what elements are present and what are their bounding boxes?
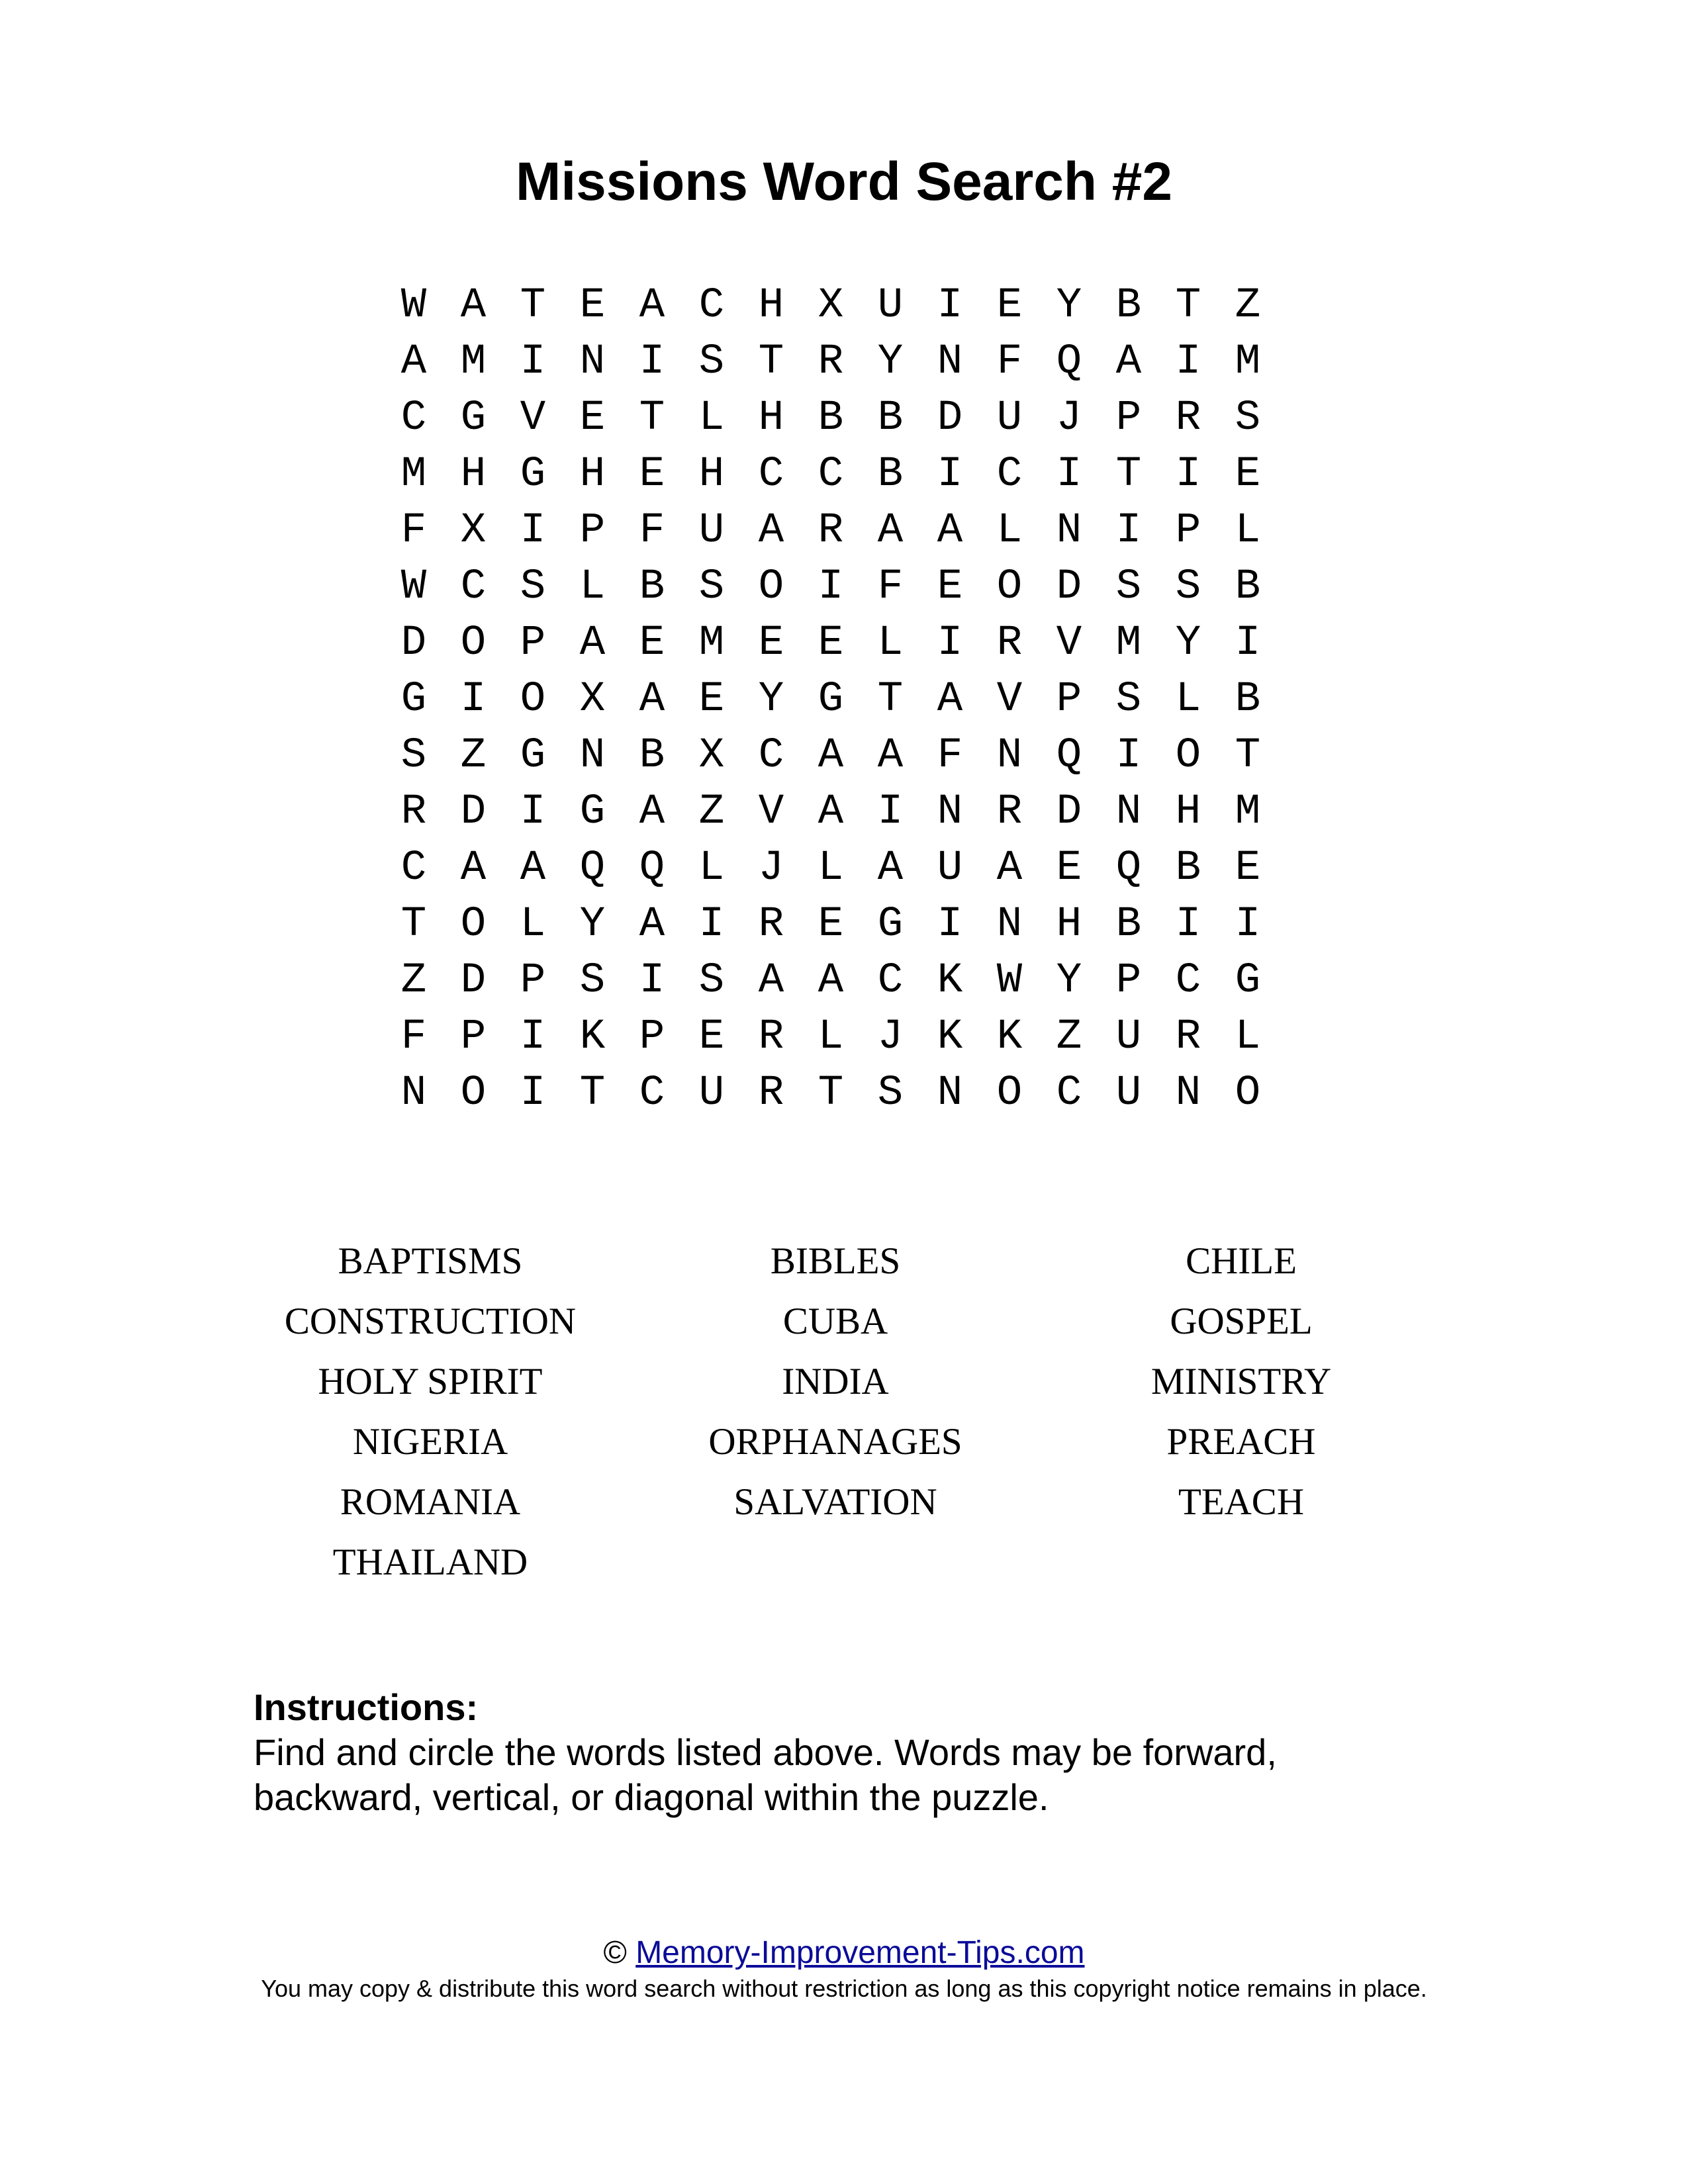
grid-cell: Q bbox=[1115, 844, 1142, 892]
grid-cell: O bbox=[996, 563, 1023, 611]
grid-cell: J bbox=[1056, 394, 1082, 442]
grid-cell: E bbox=[579, 282, 606, 330]
instructions bbox=[254, 1685, 1445, 1820]
grid-cell: U bbox=[1115, 1013, 1142, 1061]
grid-cell: R bbox=[818, 507, 844, 555]
grid-cell: U bbox=[1115, 1069, 1142, 1117]
grid-row bbox=[384, 503, 1297, 559]
grid-cell: R bbox=[996, 619, 1023, 667]
grid-cell: E bbox=[818, 901, 844, 948]
grid-cell: A bbox=[460, 844, 487, 892]
word-list-item: BAPTISMS bbox=[338, 1240, 523, 1282]
word-list-item: CONSTRUCTION bbox=[284, 1300, 577, 1342]
grid-cell: G bbox=[400, 676, 427, 723]
grid-cell: M bbox=[698, 619, 725, 667]
grid-cell: C bbox=[1056, 1069, 1082, 1117]
grid-cell: B bbox=[1115, 901, 1142, 948]
grid-cell: A bbox=[996, 844, 1023, 892]
grid-cell: F bbox=[400, 1013, 427, 1061]
grid-cell: I bbox=[1115, 507, 1142, 555]
grid-cell: S bbox=[1235, 394, 1261, 442]
grid-row bbox=[384, 447, 1297, 503]
grid-cell: T bbox=[520, 282, 546, 330]
grid-cell: P bbox=[639, 1013, 665, 1061]
grid-cell: Z bbox=[400, 957, 427, 1005]
grid-cell: A bbox=[520, 844, 546, 892]
grid-cell: G bbox=[520, 732, 546, 780]
word-list-item: GOSPEL bbox=[1170, 1300, 1313, 1342]
grid-cell: N bbox=[400, 1069, 427, 1117]
grid-cell: I bbox=[937, 901, 963, 948]
grid-cell: I bbox=[520, 1069, 546, 1117]
grid-cell: F bbox=[937, 732, 963, 780]
grid-cell: I bbox=[937, 451, 963, 498]
grid-cell: M bbox=[400, 451, 427, 498]
grid-cell: H bbox=[1175, 788, 1201, 836]
grid-cell: E bbox=[1235, 451, 1261, 498]
grid-cell: L bbox=[877, 619, 904, 667]
grid-cell: I bbox=[1115, 732, 1142, 780]
footer bbox=[0, 1933, 1688, 2004]
grid-cell: S bbox=[698, 563, 725, 611]
grid-cell: I bbox=[937, 619, 963, 667]
grid-cell: G bbox=[877, 901, 904, 948]
grid-cell: I bbox=[877, 788, 904, 836]
grid-cell: D bbox=[460, 957, 487, 1005]
word-list-item: PREACH bbox=[1166, 1421, 1316, 1463]
grid-row bbox=[384, 728, 1297, 784]
grid-cell: S bbox=[400, 732, 427, 780]
grid-cell: S bbox=[579, 957, 606, 1005]
grid-cell: B bbox=[877, 451, 904, 498]
grid-cell: Z bbox=[698, 788, 725, 836]
grid-cell: P bbox=[579, 507, 606, 555]
grid-cell: U bbox=[937, 844, 963, 892]
grid-cell: D bbox=[937, 394, 963, 442]
grid-cell: E bbox=[698, 1013, 725, 1061]
grid-cell: I bbox=[1235, 901, 1261, 948]
grid-cell: X bbox=[579, 676, 606, 723]
grid-cell: N bbox=[579, 338, 606, 386]
grid-cell: O bbox=[520, 676, 546, 723]
grid-cell: E bbox=[758, 619, 784, 667]
grid-cell: G bbox=[520, 451, 546, 498]
grid-cell: E bbox=[698, 676, 725, 723]
grid-row bbox=[384, 1066, 1297, 1122]
grid-cell: A bbox=[579, 619, 606, 667]
grid-cell: A bbox=[818, 788, 844, 836]
word-list-item: NIGERIA bbox=[352, 1421, 508, 1463]
grid-cell: A bbox=[877, 732, 904, 780]
grid-cell: K bbox=[937, 957, 963, 1005]
grid-cell: Y bbox=[579, 901, 606, 948]
grid-cell: X bbox=[698, 732, 725, 780]
grid-cell: N bbox=[937, 1069, 963, 1117]
grid-cell: M bbox=[1235, 338, 1261, 386]
grid-cell: I bbox=[520, 507, 546, 555]
grid-cell: E bbox=[1056, 844, 1082, 892]
instructions-body: Find and circle the words listed above. Words may be forward, backward, vertical, or diagonal within the puzzle. bbox=[254, 1731, 1277, 1818]
grid-cell: B bbox=[639, 563, 665, 611]
grid-cell: A bbox=[877, 844, 904, 892]
grid-cell: P bbox=[1115, 957, 1142, 1005]
word-list-item: SALVATION bbox=[733, 1481, 937, 1523]
grid-cell: P bbox=[460, 1013, 487, 1061]
grid-cell: B bbox=[1175, 844, 1201, 892]
copyright-notice: You may copy & distribute this word search without restriction as long as this copyright notice remains in place. bbox=[261, 1975, 1427, 2002]
grid-cell: N bbox=[1115, 788, 1142, 836]
grid-cell: K bbox=[996, 1013, 1023, 1061]
grid-cell: T bbox=[1235, 732, 1261, 780]
grid-row bbox=[384, 897, 1297, 953]
grid-cell: O bbox=[460, 901, 487, 948]
grid-cell: E bbox=[1235, 844, 1261, 892]
grid-cell: I bbox=[460, 676, 487, 723]
grid-cell: N bbox=[579, 732, 606, 780]
grid-cell: R bbox=[758, 1013, 784, 1061]
grid-cell: N bbox=[937, 788, 963, 836]
grid-cell: A bbox=[758, 507, 784, 555]
grid-cell: P bbox=[1115, 394, 1142, 442]
grid-cell: C bbox=[877, 957, 904, 1005]
word-list-item: CUBA bbox=[782, 1300, 888, 1342]
grid-cell: E bbox=[639, 451, 665, 498]
grid-cell: Y bbox=[1056, 957, 1082, 1005]
grid-cell: R bbox=[1175, 1013, 1201, 1061]
grid-cell: P bbox=[1056, 676, 1082, 723]
word-list-item: BIBLES bbox=[770, 1240, 901, 1282]
grid-cell: A bbox=[639, 282, 665, 330]
grid-cell: Y bbox=[1175, 619, 1201, 667]
word-list-item: THAILAND bbox=[332, 1541, 528, 1583]
grid-cell: W bbox=[996, 957, 1023, 1005]
grid-cell: Z bbox=[1056, 1013, 1082, 1061]
letter-grid bbox=[384, 278, 1297, 1125]
grid-cell: Q bbox=[1056, 338, 1082, 386]
grid-cell: C bbox=[996, 451, 1023, 498]
grid-cell: T bbox=[400, 901, 427, 948]
grid-cell: I bbox=[520, 338, 546, 386]
grid-cell: L bbox=[818, 844, 844, 892]
grid-cell: E bbox=[818, 619, 844, 667]
grid-cell: F bbox=[639, 507, 665, 555]
copyright-symbol: © bbox=[603, 1935, 627, 1970]
grid-cell: D bbox=[460, 788, 487, 836]
grid-cell: H bbox=[698, 451, 725, 498]
grid-cell: L bbox=[520, 901, 546, 948]
grid-cell: G bbox=[460, 394, 487, 442]
grid-cell: K bbox=[937, 1013, 963, 1061]
grid-row bbox=[384, 390, 1297, 447]
grid-cell: B bbox=[818, 394, 844, 442]
grid-cell: A bbox=[937, 507, 963, 555]
grid-cell: Q bbox=[639, 844, 665, 892]
grid-cell: C bbox=[1175, 957, 1201, 1005]
grid-cell: C bbox=[758, 451, 784, 498]
grid-cell: N bbox=[937, 338, 963, 386]
grid-cell: U bbox=[877, 282, 904, 330]
grid-cell: L bbox=[579, 563, 606, 611]
site-link[interactable]: Memory-Improvement-Tips.com bbox=[635, 1935, 1085, 1970]
grid-cell: S bbox=[1115, 676, 1142, 723]
grid-cell: I bbox=[818, 563, 844, 611]
grid-cell: I bbox=[1175, 451, 1201, 498]
grid-cell: Y bbox=[758, 676, 784, 723]
grid-cell: L bbox=[698, 394, 725, 442]
grid-row bbox=[384, 334, 1297, 390]
instructions-heading: Instructions: bbox=[254, 1686, 479, 1728]
grid-row bbox=[384, 278, 1297, 334]
grid-cell: D bbox=[1056, 788, 1082, 836]
grid-cell: V bbox=[520, 394, 546, 442]
grid-cell: M bbox=[1115, 619, 1142, 667]
grid-cell: I bbox=[520, 788, 546, 836]
word-list-item: HOLY SPIRIT bbox=[318, 1361, 543, 1402]
grid-row bbox=[384, 1009, 1297, 1066]
grid-cell: L bbox=[1235, 507, 1261, 555]
word-list bbox=[0, 1231, 1688, 1602]
grid-cell: V bbox=[996, 676, 1023, 723]
grid-row bbox=[384, 559, 1297, 615]
grid-cell: L bbox=[818, 1013, 844, 1061]
grid-cell: I bbox=[1235, 619, 1261, 667]
grid-cell: A bbox=[400, 338, 427, 386]
grid-cell: U bbox=[698, 1069, 725, 1117]
grid-cell: I bbox=[1056, 451, 1082, 498]
grid-cell: L bbox=[1235, 1013, 1261, 1061]
word-list-item: ORPHANAGES bbox=[708, 1421, 962, 1463]
grid-row bbox=[384, 841, 1297, 897]
grid-cell: N bbox=[1175, 1069, 1201, 1117]
grid-cell: J bbox=[758, 844, 784, 892]
grid-cell: D bbox=[400, 619, 427, 667]
grid-cell: O bbox=[460, 619, 487, 667]
grid-cell: V bbox=[758, 788, 784, 836]
grid-cell: I bbox=[1175, 338, 1201, 386]
grid-cell: B bbox=[877, 394, 904, 442]
grid-cell: Q bbox=[1056, 732, 1082, 780]
grid-cell: H bbox=[460, 451, 487, 498]
grid-cell: O bbox=[758, 563, 784, 611]
grid-cell: R bbox=[996, 788, 1023, 836]
grid-cell: T bbox=[1115, 451, 1142, 498]
grid-cell: U bbox=[698, 507, 725, 555]
grid-cell: Y bbox=[1056, 282, 1082, 330]
grid-cell: R bbox=[1175, 394, 1201, 442]
grid-cell: P bbox=[1175, 507, 1201, 555]
grid-cell: T bbox=[818, 1069, 844, 1117]
grid-cell: F bbox=[877, 563, 904, 611]
grid-cell: C bbox=[400, 844, 427, 892]
grid-cell: L bbox=[996, 507, 1023, 555]
grid-cell: O bbox=[460, 1069, 487, 1117]
grid-cell: N bbox=[1056, 507, 1082, 555]
grid-cell: D bbox=[1056, 563, 1082, 611]
grid-cell: J bbox=[877, 1013, 904, 1061]
grid-cell: I bbox=[937, 282, 963, 330]
word-list-item: INDIA bbox=[782, 1361, 889, 1402]
grid-row bbox=[384, 953, 1297, 1009]
grid-cell: S bbox=[698, 338, 725, 386]
grid-cell: A bbox=[818, 732, 844, 780]
grid-cell: A bbox=[818, 957, 844, 1005]
grid-cell: T bbox=[1175, 282, 1201, 330]
grid-cell: X bbox=[460, 507, 487, 555]
grid-cell: S bbox=[877, 1069, 904, 1117]
grid-cell: C bbox=[758, 732, 784, 780]
grid-cell: A bbox=[639, 788, 665, 836]
grid-cell: F bbox=[996, 338, 1023, 386]
grid-cell: T bbox=[639, 394, 665, 442]
grid-cell: B bbox=[1235, 563, 1261, 611]
grid-row bbox=[384, 784, 1297, 841]
grid-cell: R bbox=[758, 901, 784, 948]
grid-cell: O bbox=[1235, 1069, 1261, 1117]
grid-cell: F bbox=[400, 507, 427, 555]
grid-cell: H bbox=[758, 282, 784, 330]
grid-cell: O bbox=[1175, 732, 1201, 780]
grid-cell: I bbox=[520, 1013, 546, 1061]
grid-cell: G bbox=[1235, 957, 1261, 1005]
grid-cell: A bbox=[639, 901, 665, 948]
grid-cell: S bbox=[698, 957, 725, 1005]
grid-cell: S bbox=[1115, 563, 1142, 611]
grid-cell: I bbox=[698, 901, 725, 948]
grid-cell: Z bbox=[460, 732, 487, 780]
grid-cell: H bbox=[1056, 901, 1082, 948]
grid-cell: I bbox=[639, 338, 665, 386]
grid-cell: B bbox=[1115, 282, 1142, 330]
grid-cell: P bbox=[520, 957, 546, 1005]
grid-cell: N bbox=[996, 732, 1023, 780]
grid-cell: R bbox=[818, 338, 844, 386]
grid-cell: S bbox=[1175, 563, 1201, 611]
word-list-item: ROMANIA bbox=[340, 1481, 521, 1523]
grid-cell: H bbox=[579, 451, 606, 498]
grid-cell: G bbox=[579, 788, 606, 836]
grid-cell: W bbox=[400, 563, 427, 611]
grid-cell: A bbox=[1115, 338, 1142, 386]
grid-cell: C bbox=[460, 563, 487, 611]
grid-cell: A bbox=[877, 507, 904, 555]
grid-cell: T bbox=[877, 676, 904, 723]
grid-cell: R bbox=[758, 1069, 784, 1117]
grid-cell: C bbox=[639, 1069, 665, 1117]
grid-cell: C bbox=[400, 394, 427, 442]
grid-cell: S bbox=[520, 563, 546, 611]
grid-cell: I bbox=[1175, 901, 1201, 948]
grid-cell: Y bbox=[877, 338, 904, 386]
grid-cell: A bbox=[937, 676, 963, 723]
grid-cell: T bbox=[758, 338, 784, 386]
grid-cell: E bbox=[579, 394, 606, 442]
word-list-item: MINISTRY bbox=[1150, 1361, 1332, 1402]
grid-cell: W bbox=[400, 282, 427, 330]
grid-cell: R bbox=[400, 788, 427, 836]
grid-cell: B bbox=[1235, 676, 1261, 723]
grid-cell: E bbox=[996, 282, 1023, 330]
grid-cell: B bbox=[639, 732, 665, 780]
grid-cell: Z bbox=[1235, 282, 1261, 330]
grid-cell: X bbox=[818, 282, 844, 330]
grid-cell: N bbox=[996, 901, 1023, 948]
grid-cell: I bbox=[639, 957, 665, 1005]
grid-cell: Q bbox=[579, 844, 606, 892]
grid-cell: U bbox=[996, 394, 1023, 442]
page-title: Missions Word Search #2 bbox=[516, 152, 1172, 212]
grid-row bbox=[384, 615, 1297, 672]
grid-cell: A bbox=[460, 282, 487, 330]
grid-cell: M bbox=[1235, 788, 1261, 836]
word-list-item: CHILE bbox=[1186, 1240, 1297, 1282]
grid-cell: O bbox=[996, 1069, 1023, 1117]
grid-cell: C bbox=[818, 451, 844, 498]
grid-cell: A bbox=[639, 676, 665, 723]
grid-cell: P bbox=[520, 619, 546, 667]
grid-cell: E bbox=[639, 619, 665, 667]
grid-cell: K bbox=[579, 1013, 606, 1061]
grid-cell: L bbox=[698, 844, 725, 892]
grid-cell: A bbox=[758, 957, 784, 1005]
grid-cell: G bbox=[818, 676, 844, 723]
grid-cell: C bbox=[698, 282, 725, 330]
grid-cell: V bbox=[1056, 619, 1082, 667]
grid-row bbox=[384, 672, 1297, 728]
grid-cell: E bbox=[937, 563, 963, 611]
copyright-line bbox=[0, 1933, 1688, 1974]
grid-cell: H bbox=[758, 394, 784, 442]
grid-cell: M bbox=[460, 338, 487, 386]
word-list-item: TEACH bbox=[1178, 1481, 1304, 1523]
grid-cell: T bbox=[579, 1069, 606, 1117]
grid-cell: L bbox=[1175, 676, 1201, 723]
